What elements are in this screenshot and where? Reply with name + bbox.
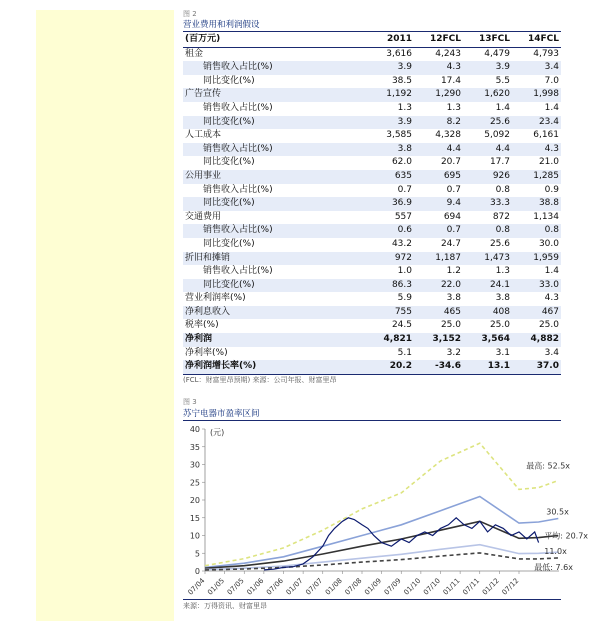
- x-tick-label: 01/10: [402, 576, 423, 597]
- row-value: 695: [414, 170, 463, 184]
- y-tick-label: 30: [189, 460, 200, 470]
- table-row: [183, 143, 561, 157]
- table-row: [183, 333, 561, 347]
- table-row: [183, 184, 561, 198]
- row-value: 0.9: [544, 184, 559, 195]
- row-value: 1.4: [495, 102, 510, 113]
- x-tick-label: 07/12: [500, 576, 521, 597]
- row-label: 营业利润率(%): [185, 293, 246, 304]
- row-value: 25.6: [489, 238, 510, 249]
- table-row: [183, 88, 561, 102]
- row-value: 5.5: [495, 75, 510, 86]
- x-tick-label: 01/08: [323, 576, 344, 597]
- x-tick-label: 07/05: [225, 576, 246, 597]
- row-value: 635: [365, 170, 414, 184]
- row-value: 3.9: [365, 61, 414, 75]
- row-label: 同比变化(%): [183, 197, 365, 211]
- row-value: 3,564: [463, 333, 512, 347]
- row-value: 4.3: [414, 61, 463, 75]
- x-tick-label: 01/11: [441, 576, 462, 597]
- row-value: 926: [463, 170, 512, 184]
- row-value: 4,479: [484, 48, 510, 59]
- row-value: 25.0: [440, 320, 461, 331]
- row-value: 4.4: [414, 143, 463, 157]
- row-value: 24.7: [440, 238, 461, 249]
- row-value: 86.3: [365, 279, 414, 293]
- x-tick-label: 01/07: [284, 576, 305, 597]
- table-header-row: [183, 33, 561, 47]
- row-value: 21.0: [538, 157, 559, 168]
- y-tick-label: 25: [189, 478, 200, 488]
- row-value: 4,882: [512, 333, 561, 347]
- row-label: 同比变化(%): [203, 238, 255, 249]
- row-value: 7.0: [544, 75, 559, 86]
- row-value: 872: [492, 211, 510, 222]
- series-label: 最高: 52.5x: [526, 461, 571, 471]
- row-value: 3.2: [446, 347, 461, 358]
- table-row: [183, 265, 561, 279]
- pe-band-chart: [183, 421, 589, 597]
- y-axis-label: (元): [210, 428, 225, 437]
- row-value: 0.7: [446, 184, 461, 195]
- row-label: 租金: [185, 48, 204, 59]
- row-value: 62.0: [391, 157, 412, 168]
- row-label: 人工成本: [185, 130, 222, 141]
- row-value: 3.4: [512, 61, 561, 75]
- x-tick-label: 01/09: [363, 576, 384, 597]
- x-tick-label: 07/08: [343, 576, 364, 597]
- y-tick-label: 20: [189, 496, 200, 505]
- row-value: 1.4: [544, 102, 559, 113]
- row-value: 4,821: [365, 333, 414, 347]
- row-value: 0.7: [397, 184, 412, 195]
- row-value: 24.1: [463, 279, 512, 293]
- row-label: 同比变化(%): [183, 116, 365, 130]
- row-value: 1,959: [512, 252, 561, 266]
- row-label: 交通费用: [185, 211, 222, 222]
- row-value: 0.8: [463, 224, 512, 238]
- row-value: 25.0: [489, 320, 510, 331]
- row-value: -34.6: [414, 360, 463, 374]
- table-row: [183, 319, 561, 333]
- row-value: 5.1: [397, 347, 412, 358]
- table-row: [183, 61, 561, 75]
- row-value: 0.6: [365, 224, 414, 238]
- row-value: 1,134: [533, 211, 559, 222]
- table-row: [183, 75, 561, 89]
- figure2-label: 图 2: [183, 10, 197, 18]
- row-value: 1,285: [512, 170, 561, 184]
- x-tick-label: 07/11: [461, 576, 482, 597]
- row-value: 1,290: [414, 88, 463, 102]
- header-year: 2011: [365, 33, 414, 47]
- series-label: 平均: 20.7x: [544, 531, 589, 541]
- row-value: 0.8: [512, 224, 561, 238]
- row-label: 净利息收入: [183, 306, 365, 320]
- x-tick-label: 01/12: [480, 576, 501, 597]
- row-value: 9.4: [414, 197, 463, 211]
- row-value: 1,187: [414, 252, 463, 266]
- row-value: 33.0: [512, 279, 561, 293]
- row-value: 5,092: [484, 130, 510, 141]
- table-row: [183, 102, 561, 116]
- row-value: 17.4: [440, 75, 461, 86]
- row-value: 20.7: [440, 157, 461, 168]
- row-value: 0.8: [495, 184, 510, 195]
- series-label: 11.0x: [544, 547, 567, 557]
- row-value: 1,998: [512, 88, 561, 102]
- figure3-title: 苏宁电器市盈率区间: [183, 407, 561, 421]
- row-value: 465: [414, 306, 463, 320]
- row-label: 净利润增长率(%): [183, 360, 365, 374]
- y-tick-label: 40: [189, 425, 200, 434]
- table-row: [183, 347, 561, 361]
- x-tick-label: 07/04: [186, 576, 207, 597]
- row-value: 3,152: [414, 333, 463, 347]
- pe-band-line: [205, 443, 558, 566]
- x-tick-label: 07/06: [264, 576, 285, 597]
- table-row: [183, 306, 561, 320]
- row-label: 同比变化(%): [183, 279, 365, 293]
- x-tick-label: 07/10: [421, 576, 442, 597]
- row-value: 8.2: [414, 116, 463, 130]
- row-value: 755: [365, 306, 414, 320]
- series-label: 30.5x: [546, 507, 569, 517]
- row-value: 6,161: [533, 130, 559, 141]
- row-value: 1,620: [463, 88, 512, 102]
- row-label: 广告宣传: [183, 88, 365, 102]
- row-value: 1.3: [397, 102, 412, 113]
- row-value: 694: [443, 211, 461, 222]
- financial-table: [183, 33, 561, 375]
- row-value: 557: [394, 211, 412, 222]
- row-label: 税率(%): [185, 320, 219, 331]
- row-value: 0.7: [414, 224, 463, 238]
- row-value: 37.0: [512, 360, 561, 374]
- figure2-source: (FCL：财富里昂预期) 来源：公司年报、财富里昂: [183, 376, 337, 384]
- row-label: 销售收入占比(%): [203, 102, 273, 113]
- row-label: 同比变化(%): [203, 157, 255, 168]
- row-value: 1.3: [495, 266, 510, 277]
- row-value: 3.4: [544, 347, 559, 358]
- figure3-label: 图 3: [183, 398, 197, 406]
- row-value: 3,616: [386, 48, 412, 59]
- x-tick-label: 01/05: [206, 576, 227, 597]
- header-year: 12FCL: [414, 33, 463, 47]
- row-label: 同比变化(%): [203, 75, 255, 86]
- row-value: 3.9: [365, 116, 414, 130]
- row-value: 3.8: [365, 143, 414, 157]
- row-value: 33.3: [463, 197, 512, 211]
- table-row: [183, 197, 561, 211]
- row-value: 25.6: [463, 116, 512, 130]
- x-tick-label: 01/06: [245, 576, 266, 597]
- y-tick-label: 15: [189, 513, 200, 523]
- row-value: 1,473: [463, 252, 512, 266]
- row-value: 1.3: [446, 102, 461, 113]
- row-value: 36.9: [365, 197, 414, 211]
- row-value: 1,192: [365, 88, 414, 102]
- table-row: [183, 156, 561, 170]
- row-label: 净利率(%): [185, 347, 228, 358]
- table-row: [183, 129, 561, 143]
- row-value: 3,585: [386, 130, 412, 141]
- table-row: [183, 279, 561, 293]
- x-tick-label: 07/07: [304, 576, 325, 597]
- y-tick-label: 5: [194, 549, 200, 559]
- row-value: 4,328: [435, 130, 461, 141]
- row-label: 折旧和摊销: [183, 252, 365, 266]
- row-label: 销售收入占比(%): [203, 266, 273, 277]
- row-value: 1.0: [397, 266, 412, 277]
- row-value: 17.7: [489, 157, 510, 168]
- table-row: [183, 211, 561, 225]
- header-year: 13FCL: [463, 33, 512, 47]
- row-value: 4.3: [544, 293, 559, 304]
- row-value: 24.5: [391, 320, 412, 331]
- y-tick-label: 35: [189, 442, 200, 452]
- row-value: 467: [512, 306, 561, 320]
- row-value: 38.8: [512, 197, 561, 211]
- row-label: 销售收入占比(%): [203, 184, 273, 195]
- table-row: [183, 47, 561, 61]
- row-value: 3.1: [495, 347, 510, 358]
- row-value: 38.5: [391, 75, 412, 86]
- row-value: 25.0: [538, 320, 559, 331]
- table-row: [183, 116, 561, 130]
- row-value: 23.4: [512, 116, 561, 130]
- row-value: 4,243: [435, 48, 461, 59]
- row-value: 1.2: [446, 266, 461, 277]
- table-row: [183, 224, 561, 238]
- figure2-title: 营业费用和利润假设: [183, 18, 561, 32]
- left-sidebar: [36, 10, 174, 621]
- table-row: [183, 292, 561, 306]
- row-value: 1.4: [544, 266, 559, 277]
- table-row: [183, 170, 561, 184]
- row-value: 5.9: [397, 293, 412, 304]
- row-label: 销售收入占比(%): [183, 61, 365, 75]
- row-label: 公用事业: [183, 170, 365, 184]
- row-value: 3.8: [446, 293, 461, 304]
- row-value: 3.8: [495, 293, 510, 304]
- row-value: 30.0: [538, 238, 559, 249]
- row-value: 4.4: [463, 143, 512, 157]
- header-unit: (百万元): [183, 33, 365, 47]
- row-label: 销售收入占比(%): [183, 224, 365, 238]
- row-value: 22.0: [414, 279, 463, 293]
- header-year: 14FCL: [512, 33, 561, 47]
- row-value: 13.1: [463, 360, 512, 374]
- row-value: 43.2: [391, 238, 412, 249]
- y-tick-label: 10: [189, 531, 200, 541]
- row-value: 4.3: [512, 143, 561, 157]
- x-tick-label: 07/09: [382, 576, 403, 597]
- row-value: 4,793: [533, 48, 559, 59]
- row-value: 20.2: [365, 360, 414, 374]
- row-value: 3.9: [463, 61, 512, 75]
- row-value: 972: [365, 252, 414, 266]
- table-row: [183, 238, 561, 252]
- series-label: 最低: 7.6x: [534, 562, 573, 572]
- table-row: [183, 360, 561, 374]
- figure3-source: 来源：万得资讯、财富里昂: [183, 599, 561, 611]
- table-row: [183, 252, 561, 266]
- row-label: 销售收入占比(%): [183, 143, 365, 157]
- row-label: 净利润: [183, 333, 365, 347]
- row-value: 408: [463, 306, 512, 320]
- y-tick-label: 0: [194, 567, 200, 576]
